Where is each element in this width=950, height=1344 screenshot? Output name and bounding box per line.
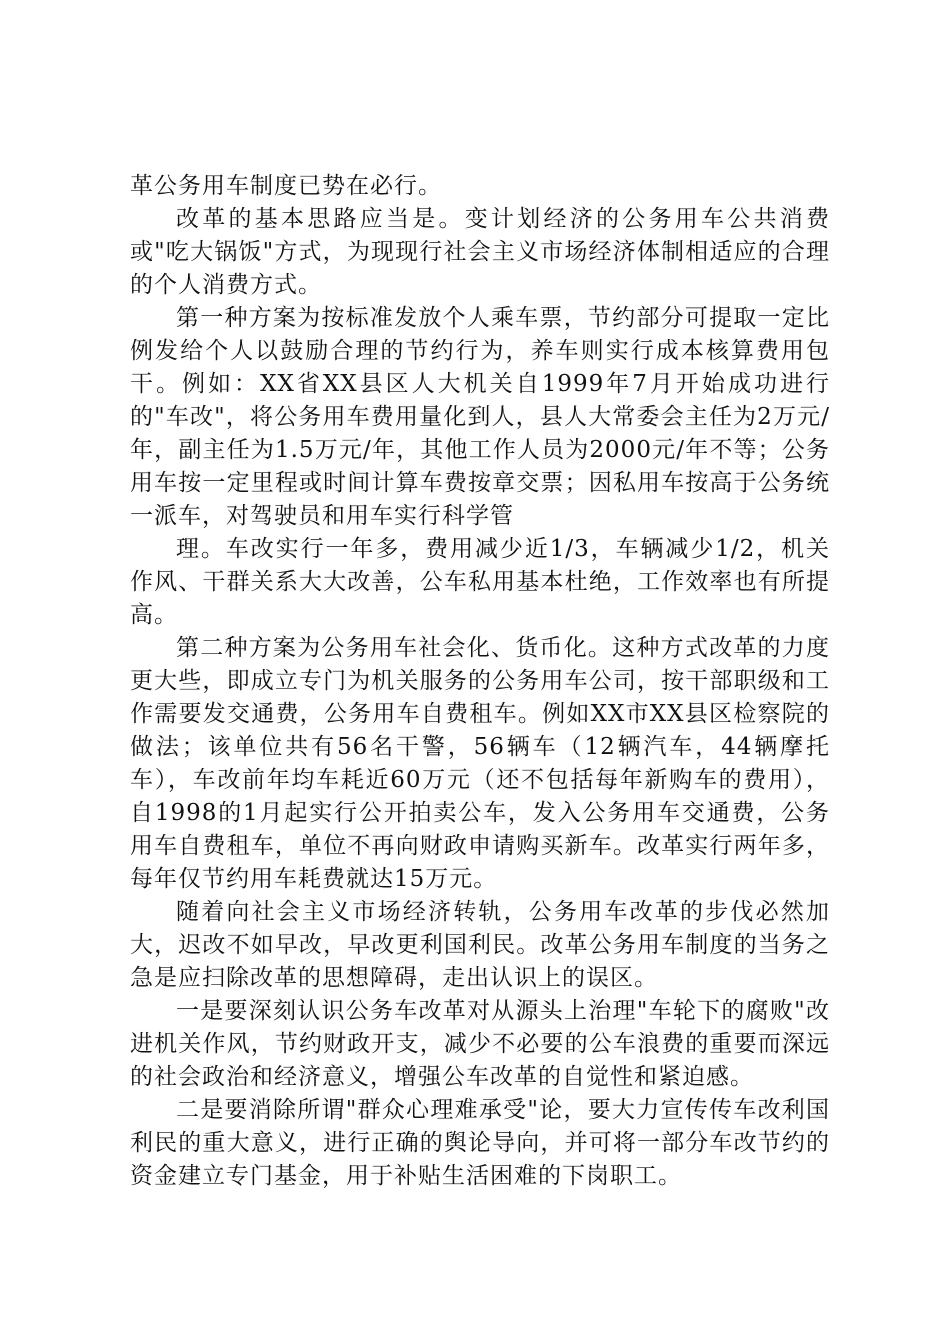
paragraph-point-one: 一是要深刻认识公务车改革对从源头上治理"车轮下的腐败"改进机关作风，节约财政开支，减少不必要的公车浪费的重要而深远的社会政治和经济意义，增强公车改革的自觉性和紧迫感。	[130, 998, 830, 1090]
paragraph-continuation: 革公务用车制度已势在必行。	[130, 173, 442, 199]
paragraph-point-two: 二是要消除所谓"群众心理难承受"论，要大力宣传传车改利国利民的重大意义，进行正确的舆论导向，并可将一部分车改节约的资金建立专门基金，用于补贴生活困难的下岗职工。	[130, 1097, 830, 1189]
paragraph-plan-one-result: 理。车改实行一年多，费用减少近1/3，车辆减少1/2，机关作风、干群关系大大改善，公车私用基本杜绝，工作效率也有所提高。	[130, 536, 830, 628]
paragraph-plan-two: 第二种方案为公务用车社会化、货币化。这种方式改革的力度更大些，即成立专门为机关服务的公务用车公司，按干部职级和工作需要发交通费，公务用车自费租车。例如XX市XX县区检察院的做法；该单位共有56名干警，56辆车（12辆汽车，44辆摩托车），车改前年均车耗近60万元（还不包括每年新购车的费用），自1998的1月起实行公开拍卖公车，发入公务用车交通费，公务用车自费租车，单位不再向财政申请购买新车。改革实行两年多，每年仅节约用车耗费就达15万元。	[130, 635, 830, 892]
paragraph-basic-approach: 改革的基本思路应当是。变计划经济的公务用车公共消费或"吃大锅饭"方式，为现现行社会主义市场经济体制相适应的合理的个人消费方式。	[130, 206, 830, 298]
document-body	[130, 170, 830, 1193]
paragraph-reform-urgency: 随着向社会主义市场经济转轨，公务用车改革的步伐必然加大，迟改不如早改，早改更利国利民。改革公务用车制度的当务之急是应扫除改革的思想障碍，走出认识上的误区。	[130, 899, 830, 991]
paragraph-plan-one: 第一种方案为按标准发放个人乘车票，节约部分可提取一定比例发给个人以鼓励合理的节约行为，养车则实行成本核算费用包干。例如：XX省XX县区人大机关自1999年7月开始成功进行的"车改"，将公务用车费用量化到人，县人大常委会主任为2万元/年，副主任为1.5万元/年，其他工作人员为2000元/年不等；公务用车按一定里程或时间计算车费按章交票；因私用车按高于公务统一派车，对驾驶员和用车实行科学管	[130, 305, 830, 529]
